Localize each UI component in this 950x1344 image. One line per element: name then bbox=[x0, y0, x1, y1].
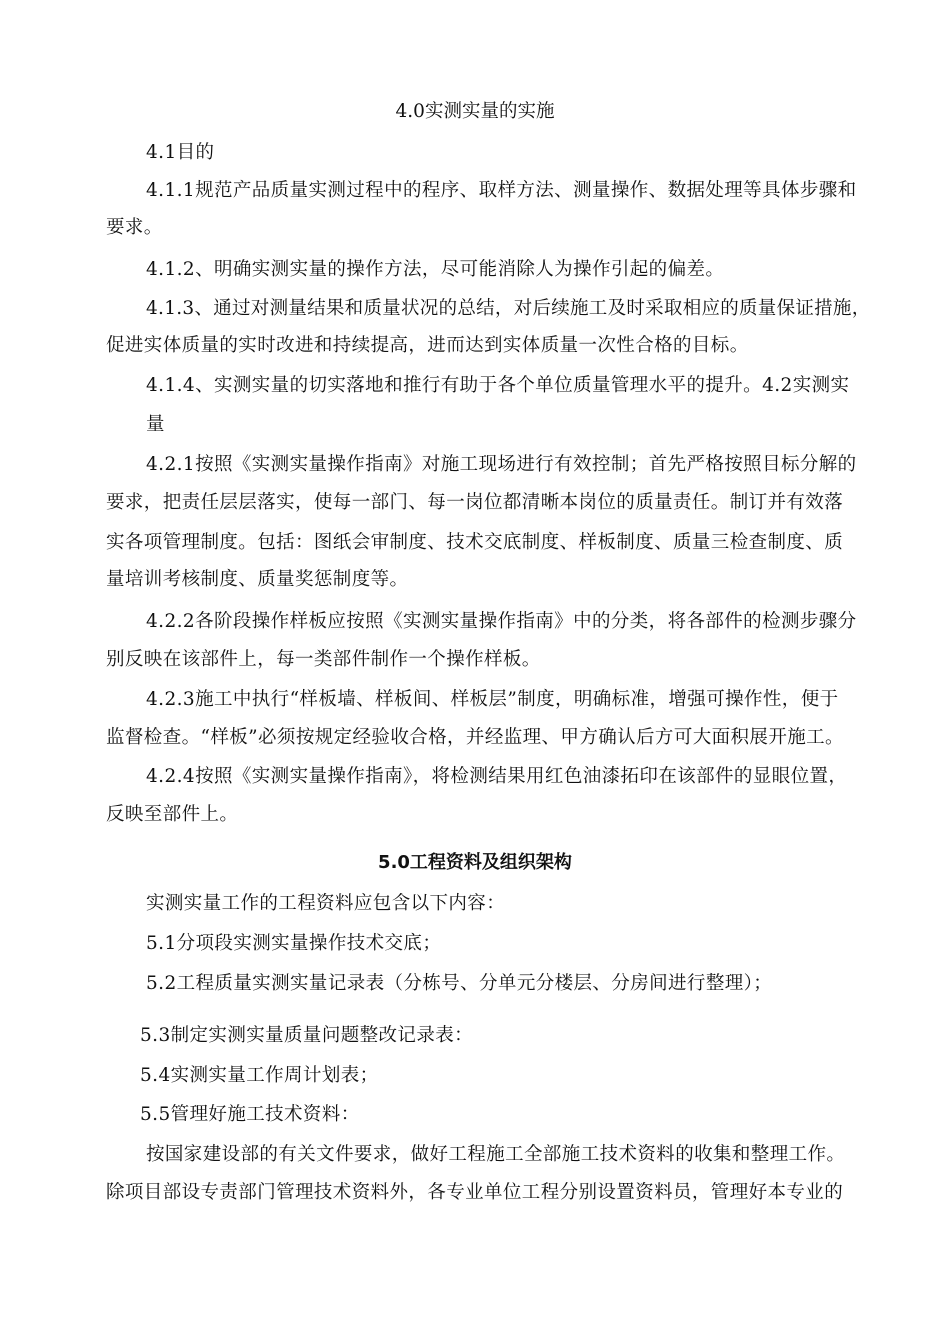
clause-4-2-2-line-2: 别反映在该部件上，每一类部件制作一个操作样板。 bbox=[106, 649, 541, 670]
clause-4-1-4-line-1: 4.1.4、实测实量的切实落地和推行有助于各个单位质量管理水平的提升。4.2实测实 bbox=[146, 375, 850, 396]
clause-4-2-4-line-2: 反映至部件上。 bbox=[106, 804, 239, 825]
clause-4-1-1-line-2: 要求。 bbox=[106, 217, 163, 238]
paragraph-line-2: 除项目部设专责部门管理技术资料外，各专业单位工程分别设置资料员，管理好本专业的 bbox=[106, 1182, 844, 1203]
clause-4-2-2-line-1: 4.2.2各阶段操作样板应按照《实测实量操作指南》中的分类，将各部件的检测步骤分 bbox=[146, 611, 857, 632]
clause-4-1: 4.1目的 bbox=[146, 142, 215, 163]
paragraph-line-1: 按国家建设部的有关文件要求，做好工程施工全部施工技术资料的收集和整理工作。 bbox=[146, 1144, 846, 1165]
clause-4-1-3-line-2: 促进实体质量的实时改进和持续提高，进而达到实体质量一次性合格的目标。 bbox=[106, 335, 749, 356]
clause-5-4: 5.4实测实量工作周计划表； bbox=[140, 1065, 379, 1086]
clause-4-2-3-line-1: 4.2.3施工中执行“样板墙、样板间、样板层”制度，明确标准，增强可操作性，便于 bbox=[146, 689, 839, 710]
clause-5-3: 5.3制定实测实量质量问题整改记录表： bbox=[140, 1025, 474, 1046]
clause-4-1-1-line-1: 4.1.1规范产品质量实测过程中的程序、取样方法、测量操作、数据处理等具体步骤和 bbox=[146, 180, 857, 201]
clause-5-2: 5.2工程质量实测实量记录表（分栋号、分单元分楼层、分房间进行整理）； bbox=[146, 973, 773, 994]
clause-4-2-1-line-3: 实各项管理制度。包括：图纸会审制度、技术交底制度、样板制度、质量三检查制度、质 bbox=[106, 532, 844, 553]
clause-4-1-2: 4.1.2、明确实测实量的操作方法，尽可能消除人为操作引起的偏差。 bbox=[146, 259, 725, 280]
clause-4-1-4-line-2: 量 bbox=[146, 414, 165, 435]
clause-5-1: 5.1分项段实测实量操作技术交底； bbox=[146, 933, 442, 954]
section-5-title: 5.0工程资料及组织架构 bbox=[378, 852, 572, 873]
clause-5-5: 5.5管理好施工技术资料： bbox=[140, 1104, 360, 1125]
clause-4-2-1-line-4: 量培训考核制度、质量奖惩制度等。 bbox=[106, 569, 409, 590]
section-5-intro: 实测实量工作的工程资料应包含以下内容： bbox=[146, 893, 506, 914]
section-4-title: 4.0实测实量的实施 bbox=[395, 101, 555, 122]
clause-4-2-4-line-1: 4.2.4按照《实测实量操作指南》，将检测结果用红色油漆拓印在该部件的显眼位置， bbox=[146, 766, 848, 787]
clause-4-2-1-line-2: 要求，把责任层层落实，使每一部门、每一岗位都清晰本岗位的质量责任。制订并有效落 bbox=[106, 492, 844, 513]
clause-4-2-1-line-1: 4.2.1按照《实测实量操作指南》对施工现场进行有效控制；首先严格按照目标分解的 bbox=[146, 454, 857, 475]
clause-4-1-3-line-1: 4.1.3、通过对测量结果和质量状况的总结，对后续施工及时采取相应的质量保证措施， bbox=[146, 298, 871, 319]
clause-4-2-3-line-2: 监督检查。“样板”必须按规定经验收合格，并经监理、甲方确认后方可大面积展开施工。 bbox=[106, 727, 844, 748]
